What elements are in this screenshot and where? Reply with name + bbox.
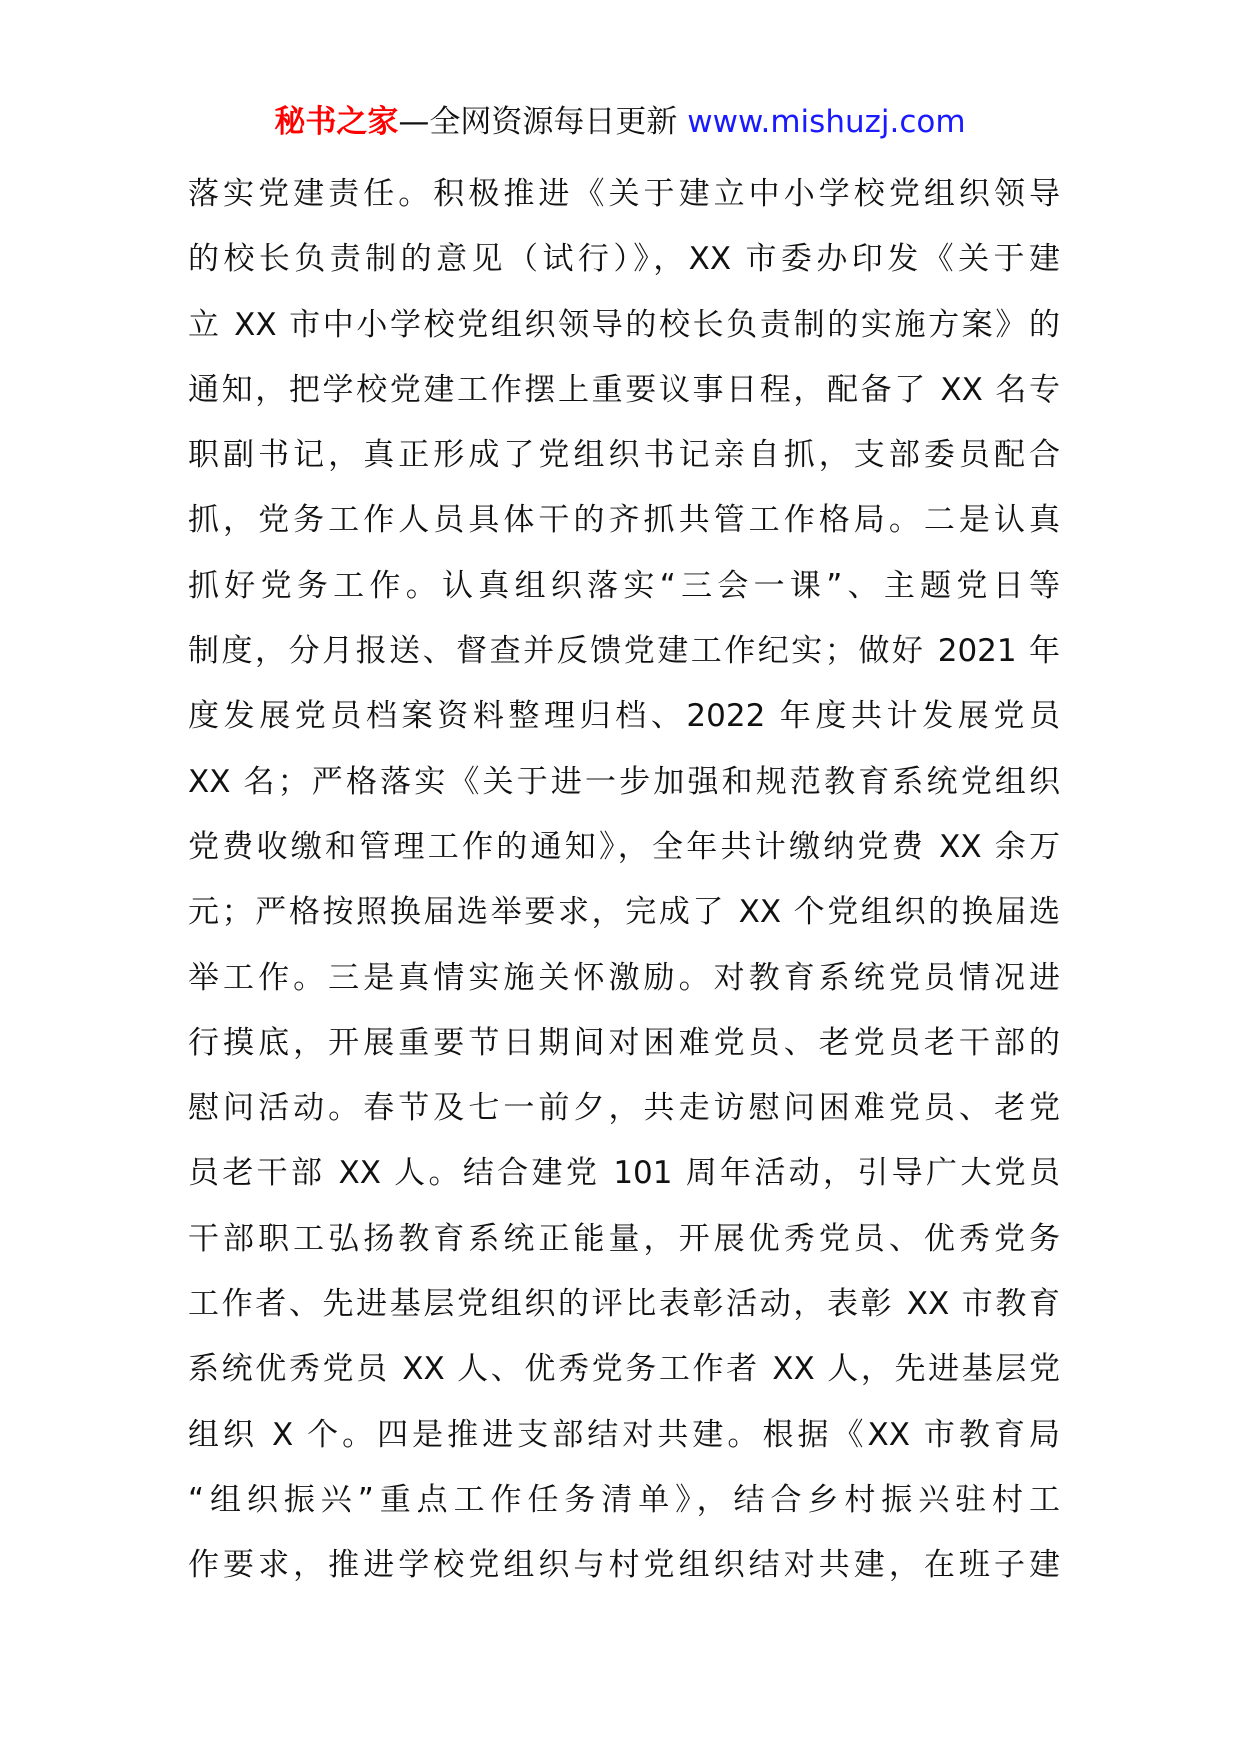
body-line: 慰问活动。春节及七一前夕，共走访慰问困难党员、老党 [188, 1090, 1060, 1127]
body-line: 落实党建责任。积极推进《关于建立中小学校党组织领导 [188, 176, 1060, 212]
body-line: 元；严格按照换届选举要求，完成了 XX 个党组织的换届选 [188, 894, 1060, 931]
body-line: XX 名；严格落实《关于进一步加强和规范教育系统党组织 [188, 763, 1060, 800]
header-tagline: —全网资源每日更新 [398, 104, 688, 140]
body-line: 员老干部 XX 人。结合建党 101 周年活动，引导广大党员 [188, 1155, 1060, 1192]
body-line: 度发展党员档案资料整理归档、2022 年度共计发展党员 [188, 698, 1060, 735]
body-line: “组织振兴”重点工作任务清单》，结合乡村振兴驻村工 [188, 1481, 1060, 1518]
body-line: 党费收缴和管理工作的通知》，全年共计缴纳党费 XX 余万 [188, 828, 1060, 865]
site-url-link[interactable]: www.mishuzj.com [687, 104, 966, 140]
body-line: 职副书记，真正形成了党组织书记亲自抓，支部委员配合 [188, 437, 1060, 474]
body-line: 干部职工弘扬教育系统正能量，开展优秀党员、优秀党务 [188, 1220, 1060, 1257]
page-header [0, 100, 1240, 144]
body-line: 系统优秀党员 XX 人、优秀党务工作者 XX 人，先进基层党 [188, 1351, 1060, 1388]
body-line: 行摸底，开展重要节日期间对困难党员、老党员老干部的 [188, 1024, 1060, 1061]
body-line: 组织 X 个。四是推进支部结对共建。根据《XX 市教育局 [188, 1416, 1060, 1453]
body-line: 举工作。三是真情实施关怀激励。对教育系统党员情况进 [188, 959, 1060, 996]
brand-name: 秘书之家 [274, 104, 399, 140]
body-line: 的校长负责制的意见（试行）》，XX 市委办印发《关于建 [188, 241, 1060, 278]
body-line: 工作者、先进基层党组织的评比表彰活动，表彰 XX 市教育 [188, 1286, 1060, 1323]
body-line: 通知，把学校党建工作摆上重要议事日程，配备了 XX 名专 [188, 371, 1060, 408]
body-line: 立 XX 市中小学校党组织领导的校长负责制的实施方案》的 [188, 306, 1060, 343]
document-body [188, 162, 1060, 1599]
body-line: 抓好党务工作。认真组织落实“三会一课”、主题党日等 [188, 567, 1060, 604]
body-line: 制度，分月报送、督查并反馈党建工作纪实；做好 2021 年 [188, 633, 1060, 670]
body-line: 作要求，推进学校党组织与村党组织结对共建，在班子建 [188, 1547, 1060, 1584]
body-line: 抓，党务工作人员具体干的齐抓共管工作格局。二是认真 [188, 502, 1060, 539]
